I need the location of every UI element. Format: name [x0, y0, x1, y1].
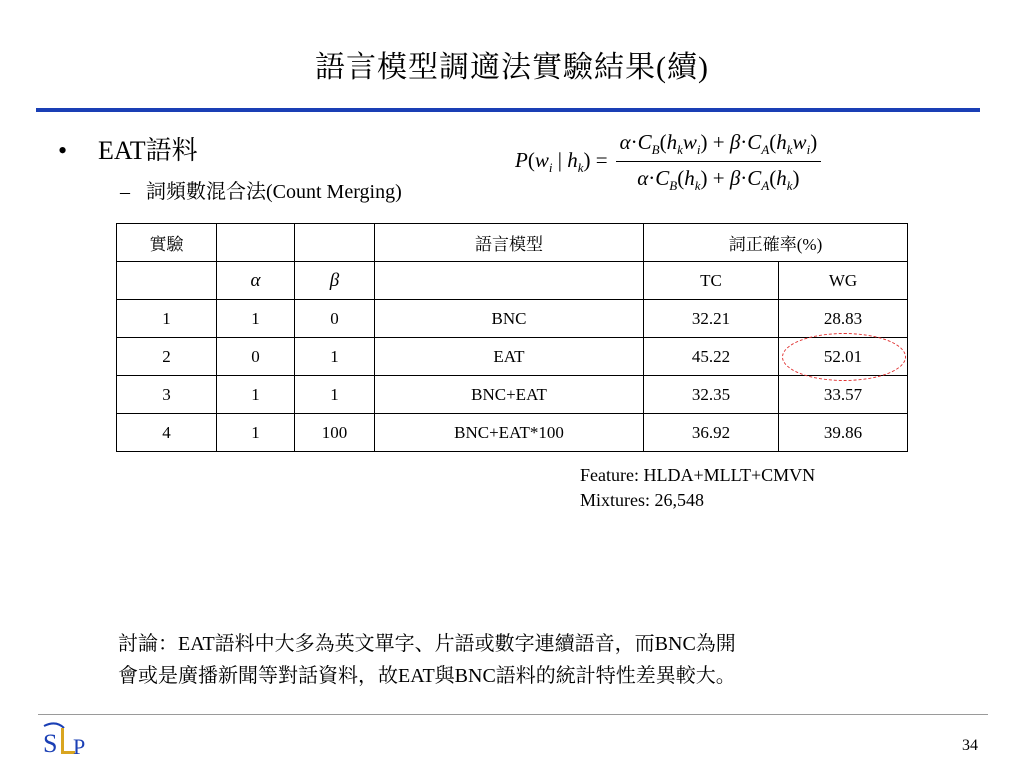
- cell-language-model: BNC+EAT: [375, 376, 644, 414]
- svg-text:S: S: [43, 729, 58, 758]
- tc-header: TC: [644, 262, 779, 300]
- title-divider: [36, 108, 980, 112]
- feature-note: Feature: HLDA+MLLT+CMVN: [580, 465, 816, 485]
- cell-language-model: BNC: [375, 300, 644, 338]
- page-number: 34: [962, 737, 978, 754]
- header-blank: [217, 224, 295, 262]
- highlight-circle: [782, 333, 906, 381]
- subheader-blank: [375, 262, 644, 300]
- cell-alpha: 1: [217, 414, 295, 452]
- slide-title: 語言模型調適法實驗結果(續): [315, 51, 709, 84]
- formula-fraction: [616, 130, 822, 194]
- bullet-marker: •: [58, 136, 68, 165]
- bullet-main: [58, 130, 198, 167]
- discussion-line: 會或是廣播新聞等對話資料，故EAT與BNC語料的統計特性差異較大。: [118, 665, 736, 687]
- bullet-sub: [120, 175, 402, 204]
- header-blank: [295, 224, 375, 262]
- slp-logo: [40, 720, 100, 767]
- cell-beta: 100: [295, 414, 375, 452]
- cell-experiment: 2: [117, 338, 217, 376]
- footer-divider: [38, 714, 988, 715]
- cell-tc: 36.92: [644, 414, 779, 452]
- discussion-line: 討論：EAT語料中大多為英文單字、片語或數字連續語音，而BNC為開: [118, 633, 736, 655]
- table-subheader-row: [117, 262, 908, 300]
- slp-logo-icon: [40, 720, 100, 762]
- cell-wg: 39.86: [779, 414, 908, 452]
- bullet-sub-text: 詞頻數混合法(Count Merging): [146, 181, 402, 203]
- cell-wg-highlighted: 52.01: [779, 338, 908, 376]
- cell-tc: 45.22: [644, 338, 779, 376]
- cell-alpha: 0: [217, 338, 295, 376]
- cell-experiment: 3: [117, 376, 217, 414]
- alpha-header: α: [217, 262, 295, 300]
- table-row: [117, 414, 908, 452]
- subheader-blank: [117, 262, 217, 300]
- cell-wg: 33.57: [779, 376, 908, 414]
- discussion-text: [118, 628, 918, 692]
- cell-beta: 1: [295, 338, 375, 376]
- mixtures-note: Mixtures: 26,548: [580, 490, 704, 510]
- table-row: [117, 300, 908, 338]
- formula-numerator: $\alpha\cdot C_B(h_kw_i) + \beta\cdot C_A(h_kw_i)$: [619, 130, 818, 158]
- experiment-notes: [580, 463, 815, 513]
- formula-lhs: $P(w_i$ | $h_k$) =: [515, 148, 608, 176]
- bullet-main-text: EAT語料: [98, 136, 198, 165]
- results-table: [116, 223, 908, 452]
- cell-tc: 32.35: [644, 376, 779, 414]
- cell-beta: 1: [295, 376, 375, 414]
- beta-header: β: [295, 262, 375, 300]
- svg-text:P: P: [73, 734, 86, 759]
- cell-tc: 32.21: [644, 300, 779, 338]
- header-experiment: 實驗: [117, 224, 217, 262]
- header-language-model: 語言模型: [375, 224, 644, 262]
- cell-alpha: 1: [217, 300, 295, 338]
- dash-marker: –: [120, 181, 130, 203]
- cell-language-model: BNC+EAT*100: [375, 414, 644, 452]
- table-header-row: [117, 224, 908, 262]
- cell-alpha: 1: [217, 376, 295, 414]
- header-word-accuracy: 詞正確率(%): [644, 224, 908, 262]
- wg-header: WG: [779, 262, 908, 300]
- cell-experiment: 1: [117, 300, 217, 338]
- cell-experiment: 4: [117, 414, 217, 452]
- count-merging-formula: [515, 130, 821, 194]
- table-row: [117, 376, 908, 414]
- formula-denominator: $\alpha\cdot C_B(h_k) + \beta\cdot C_A(h_k)$: [637, 166, 800, 194]
- cell-wg: 28.83: [779, 300, 908, 338]
- cell-language-model: EAT: [375, 338, 644, 376]
- cell-beta: 0: [295, 300, 375, 338]
